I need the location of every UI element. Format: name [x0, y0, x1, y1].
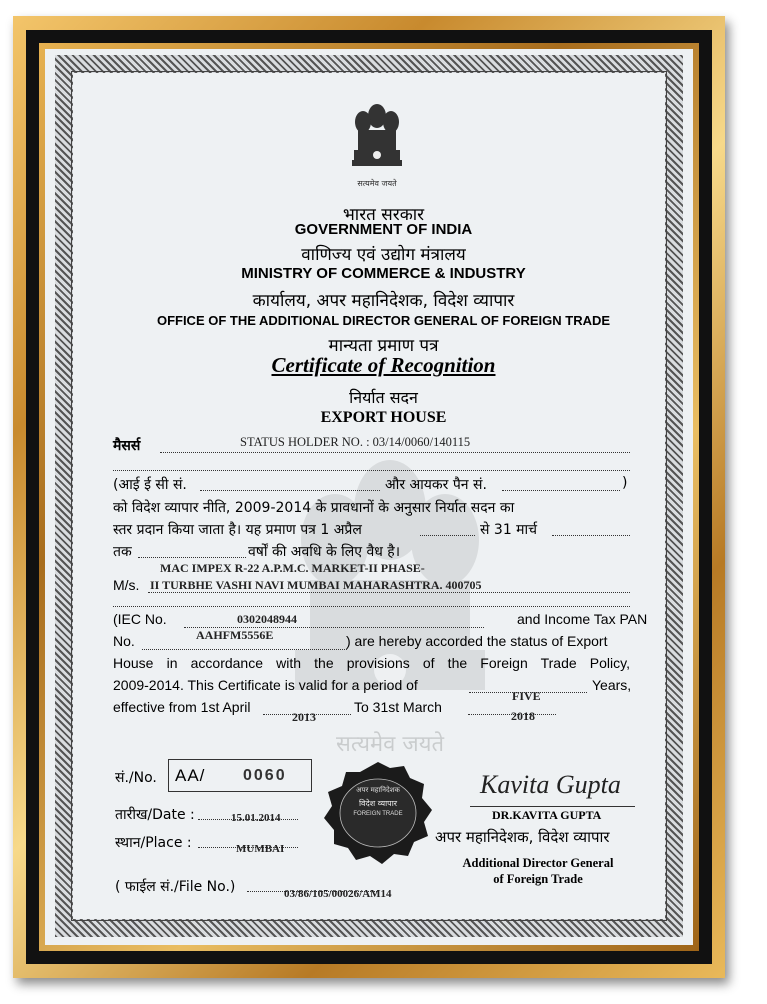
ms-label: M/s. [113, 577, 140, 593]
place-label: स्थान/Place : [115, 835, 192, 851]
messrs-line [160, 452, 630, 453]
signature: Kavita Gupta [480, 770, 621, 799]
pan-hindi-label: और आयकर पैन सं. [385, 477, 487, 493]
ministry-english: MINISTRY OF COMMERCE & INDUSTRY [241, 265, 526, 282]
date-value: 15.01.2014 [231, 812, 281, 824]
seal-text-middle: विदेश व्यापार [358, 799, 398, 808]
gov-english: GOVERNMENT OF INDIA [294, 221, 473, 238]
hindi-line-3: को विदेश व्यापार नीति, 2009-2014 के प्रावधानों के अनुसार निर्यात सदन का [113, 500, 515, 516]
file-number-value: 03/86/105/00026/AM14 [284, 888, 392, 900]
to-year: 2018 [511, 709, 535, 723]
hindi-line-5a: तक [113, 544, 132, 560]
status-hindi: निर्यात सदन [349, 388, 418, 407]
hindi-to-line [552, 535, 630, 536]
certificate-number-label: सं./No. [115, 770, 157, 786]
file-number-label: ( फाईल सं./File No.) [115, 879, 236, 895]
company-address-line-1: MAC IMPEX R-22 A.P.M.C. MARKET-II PHASE- [160, 561, 425, 575]
pan-no-label: No. [113, 633, 135, 649]
company-line [148, 592, 630, 593]
hindi-line-4a: स्तर प्रदान किया जाता है। यह प्रमाण पत्र 1 अप्रैल [113, 522, 362, 538]
certificate-hindi-title: मान्यता प्रमाण पत्र [328, 336, 439, 356]
messrs-label: मैसर्स [113, 438, 141, 454]
blank-line [113, 470, 630, 471]
date-label: तारीख/Date : [115, 807, 195, 823]
effective-from-label: effective from 1st April [113, 699, 251, 715]
pan-value: AAHFM5556E [196, 628, 274, 642]
gov-hindi: भारत सरकार [342, 205, 425, 225]
seal-text-top: अपर महानिदेशक [356, 786, 400, 794]
english-line-3: House in accordance with the provisions of the Foreign Trade Policy, [113, 655, 630, 671]
designation-hindi: अपर महानिदेशक, विदेश व्यापार [435, 828, 610, 846]
certificate-number-box [168, 759, 312, 792]
certificate-title: Certificate of Recognition [271, 353, 496, 377]
certificate-number-value: 0060 [243, 767, 287, 784]
designation-english-1: Additional Director General [462, 856, 614, 870]
seal-text-bottom: FOREIGN TRADE [353, 811, 403, 817]
emblem-icon [346, 96, 408, 182]
status-english: EXPORT HOUSE [320, 409, 447, 426]
office-english: OFFICE OF THE ADDITIONAL DIRECTOR GENERAL OF FOREIGN TRADE [156, 313, 611, 328]
certificate-number-prefix: AA/ [175, 766, 206, 785]
ministry-hindi: वाणिज्य एवं उद्योग मंत्रालय [301, 245, 466, 265]
from-year: 2013 [292, 710, 316, 724]
emblem-motto: सत्यमेव जयते [357, 179, 397, 188]
company-blank-line [113, 606, 630, 607]
status-holder-number: STATUS HOLDER NO. : 03/14/0060/140115 [240, 435, 471, 449]
hindi-from-line [420, 535, 475, 536]
years-label: Years, [592, 677, 632, 693]
period-value: FIVE [512, 689, 541, 703]
iec-hindi-line [200, 490, 380, 491]
english-line-4: 2009-2014. This Certificate is valid for a period of [113, 677, 418, 693]
iec-label: (IEC No. [113, 611, 167, 627]
hindi-years-line [138, 557, 246, 558]
pan-hindi-line [502, 490, 620, 491]
to-label: To 31st March [354, 699, 442, 715]
signature-line [470, 806, 635, 807]
hindi-close-paren: ) [622, 475, 628, 491]
pan-label: and Income Tax PAN [517, 611, 648, 627]
designation-english-2: of Foreign Trade [493, 872, 583, 886]
iec-value: 0302048944 [237, 612, 297, 626]
signer-name: DR.KAVITA GUPTA [492, 808, 602, 822]
place-value: MUMBAI [236, 843, 285, 855]
watermark-motto: सत्यमेव जयते [335, 732, 445, 757]
hindi-line-5b: वर्षों की अवधि के लिए वैध है। [248, 544, 401, 560]
iec-hindi-label: (आई ई सी सं. [113, 477, 187, 493]
company-address-line-2: II TURBHE VASHI NAVI MUMBAI MAHARASHTRA. 400705 [150, 578, 482, 592]
pan-line [142, 649, 347, 650]
office-hindi: कार्यालय, अपर महानिदेशक, विदेश व्यापार [252, 291, 515, 311]
hindi-line-4b: से 31 मार्च [480, 522, 538, 538]
english-line-2: ) are hereby accorded the status of Export [346, 633, 608, 649]
